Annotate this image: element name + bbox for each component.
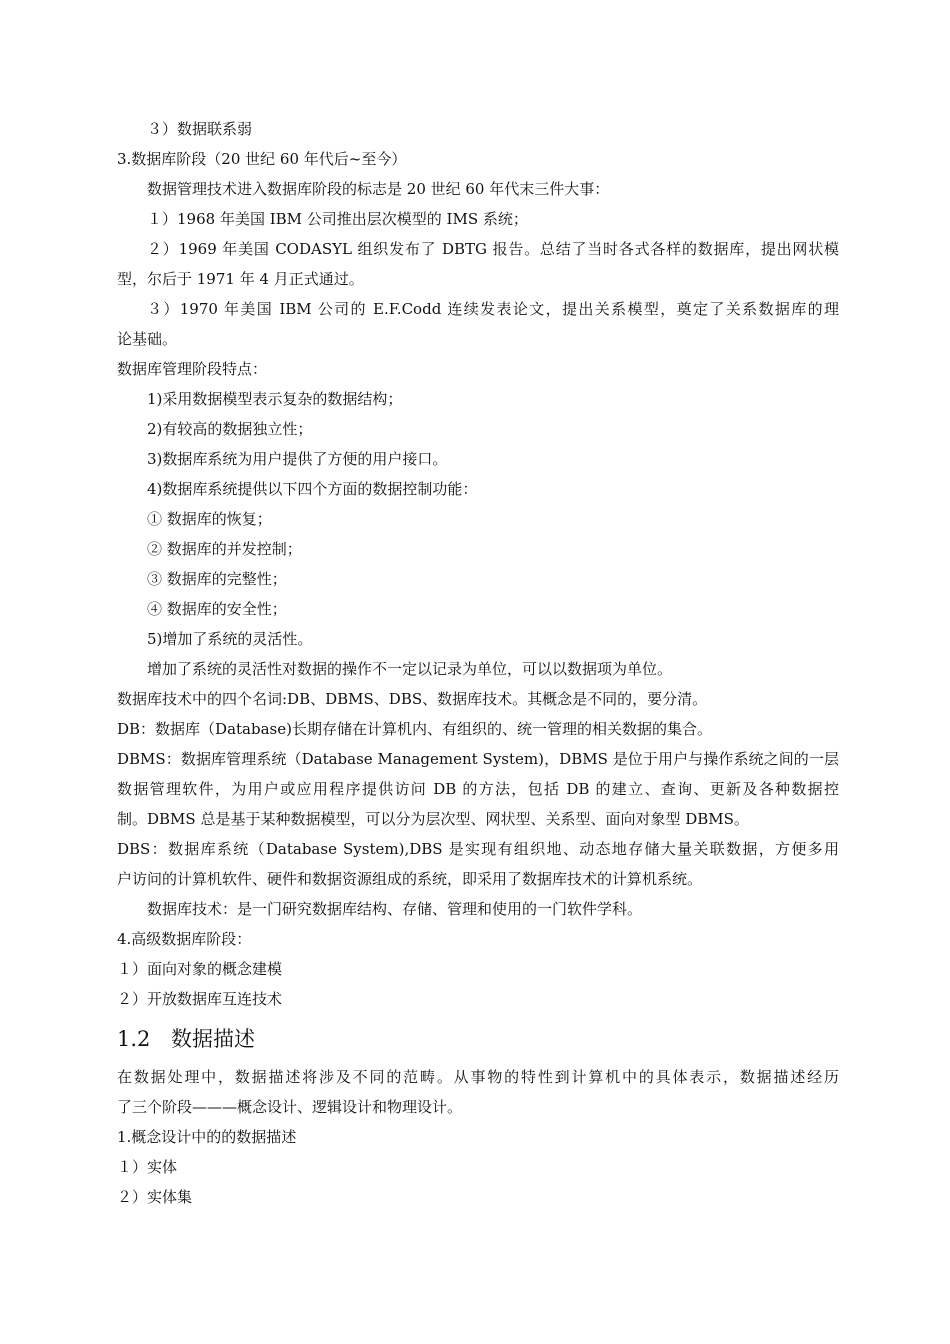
definition-db-technology: 数据库技术：是一门研究数据库结构、存储、管理和使用的一门软件学科。: [147, 900, 643, 918]
paragraph: 数据库技术中的四个名词:DB、DBMS、DBS、数据库技术。其概念是不同的，要分清。: [117, 690, 708, 708]
chapter-heading-title: 数据描述: [171, 1027, 255, 1051]
definition-dbms-continued: 制。DBMS 总是基于某种数据模型，可以分为层次型、网状型、关系型、面向对象型 DBMS。: [117, 810, 749, 828]
definition-db: DB：数据库（Database)长期存储在计算机内、有组织的、统一管理的相关数据的集合。: [117, 720, 712, 738]
document-body: [117, 114, 839, 1212]
list-item-continued: 论基础。: [117, 330, 178, 348]
section-heading: 4.高级数据库阶段：: [117, 930, 252, 948]
list-item: 2)有较高的数据独立性；: [147, 420, 313, 438]
section-heading: 1.概念设计中的的数据描述: [117, 1128, 297, 1146]
list-item: 1)采用数据模型表示复杂的数据结构；: [147, 390, 403, 408]
definition-dbs-continued: 户访问的计算机软件、硬件和数据资源组成的系统，即采用了数据库技术的计算机系统。: [117, 870, 703, 888]
list-item: ３）数据联系弱: [147, 120, 253, 138]
list-item: ２）实体集: [117, 1188, 193, 1206]
list-item: １）实体: [117, 1158, 178, 1176]
definition-dbms-continued: 数据管理软件，为用户或应用程序提供访问 DB 的方法，包括 DB 的建立、查询、更新及各种数据控: [117, 780, 839, 798]
list-item: ２）1969 年美国 CODASYL 组织发布了 DBTG 报告。总结了当时各式各样的数据库，提出网状模: [147, 240, 839, 258]
list-item: 5)增加了系统的灵活性。: [147, 630, 313, 648]
list-item: １）1968 年美国 IBM 公司推出层次模型的 IMS 系统；: [147, 210, 528, 228]
sub-list-item: ② 数据库的并发控制；: [147, 540, 302, 558]
sub-list-item: ④ 数据库的安全性；: [147, 600, 287, 618]
paragraph: 在数据处理中，数据描述将涉及不同的范畴。从事物的特性到计算机中的具体表示，数据描述经历: [117, 1068, 839, 1086]
list-item: ２）开放数据库互连技术: [117, 990, 283, 1008]
sub-list-item: ① 数据库的恢复；: [147, 510, 272, 528]
list-item: ３）1970 年美国 IBM 公司的 E.F.Codd 连续发表论文，提出关系模型，奠定了关系数据库的理: [147, 300, 839, 318]
list-item: 4)数据库系统提供以下四个方面的数据控制功能：: [147, 480, 478, 498]
chapter-heading-number: 1.2: [117, 1027, 151, 1051]
list-item: １）面向对象的概念建模: [117, 960, 283, 978]
sub-list-item: ③ 数据库的完整性；: [147, 570, 287, 588]
list-item-continued: 型，尔后于 1971 年 4 月正式通过。: [117, 270, 364, 288]
chapter-heading: [117, 1016, 839, 1062]
list-item: 3)数据库系统为用户提供了方便的用户接口。: [147, 450, 448, 468]
definition-dbms: DBMS：数据库管理系统（Database Management System)，DBMS 是位于用户与操作系统之间的一层: [117, 750, 839, 768]
section-heading: 3.数据库阶段（20 世纪 60 年代后~至今）: [117, 150, 407, 168]
section-heading: 数据库管理阶段特点：: [117, 360, 268, 378]
paragraph: 数据管理技术进入数据库阶段的标志是 20 世纪 60 年代末三件大事：: [147, 180, 610, 198]
definition-dbs: DBS：数据库系统（Database System),DBS 是实现有组织地、动态地存储大量关联数据，方便多用: [117, 840, 839, 858]
paragraph-continued: 了三个阶段———概念设计、逻辑设计和物理设计。: [117, 1098, 463, 1116]
paragraph: 增加了系统的灵活性对数据的操作不一定以记录为单位，可以以数据项为单位。: [147, 660, 673, 678]
